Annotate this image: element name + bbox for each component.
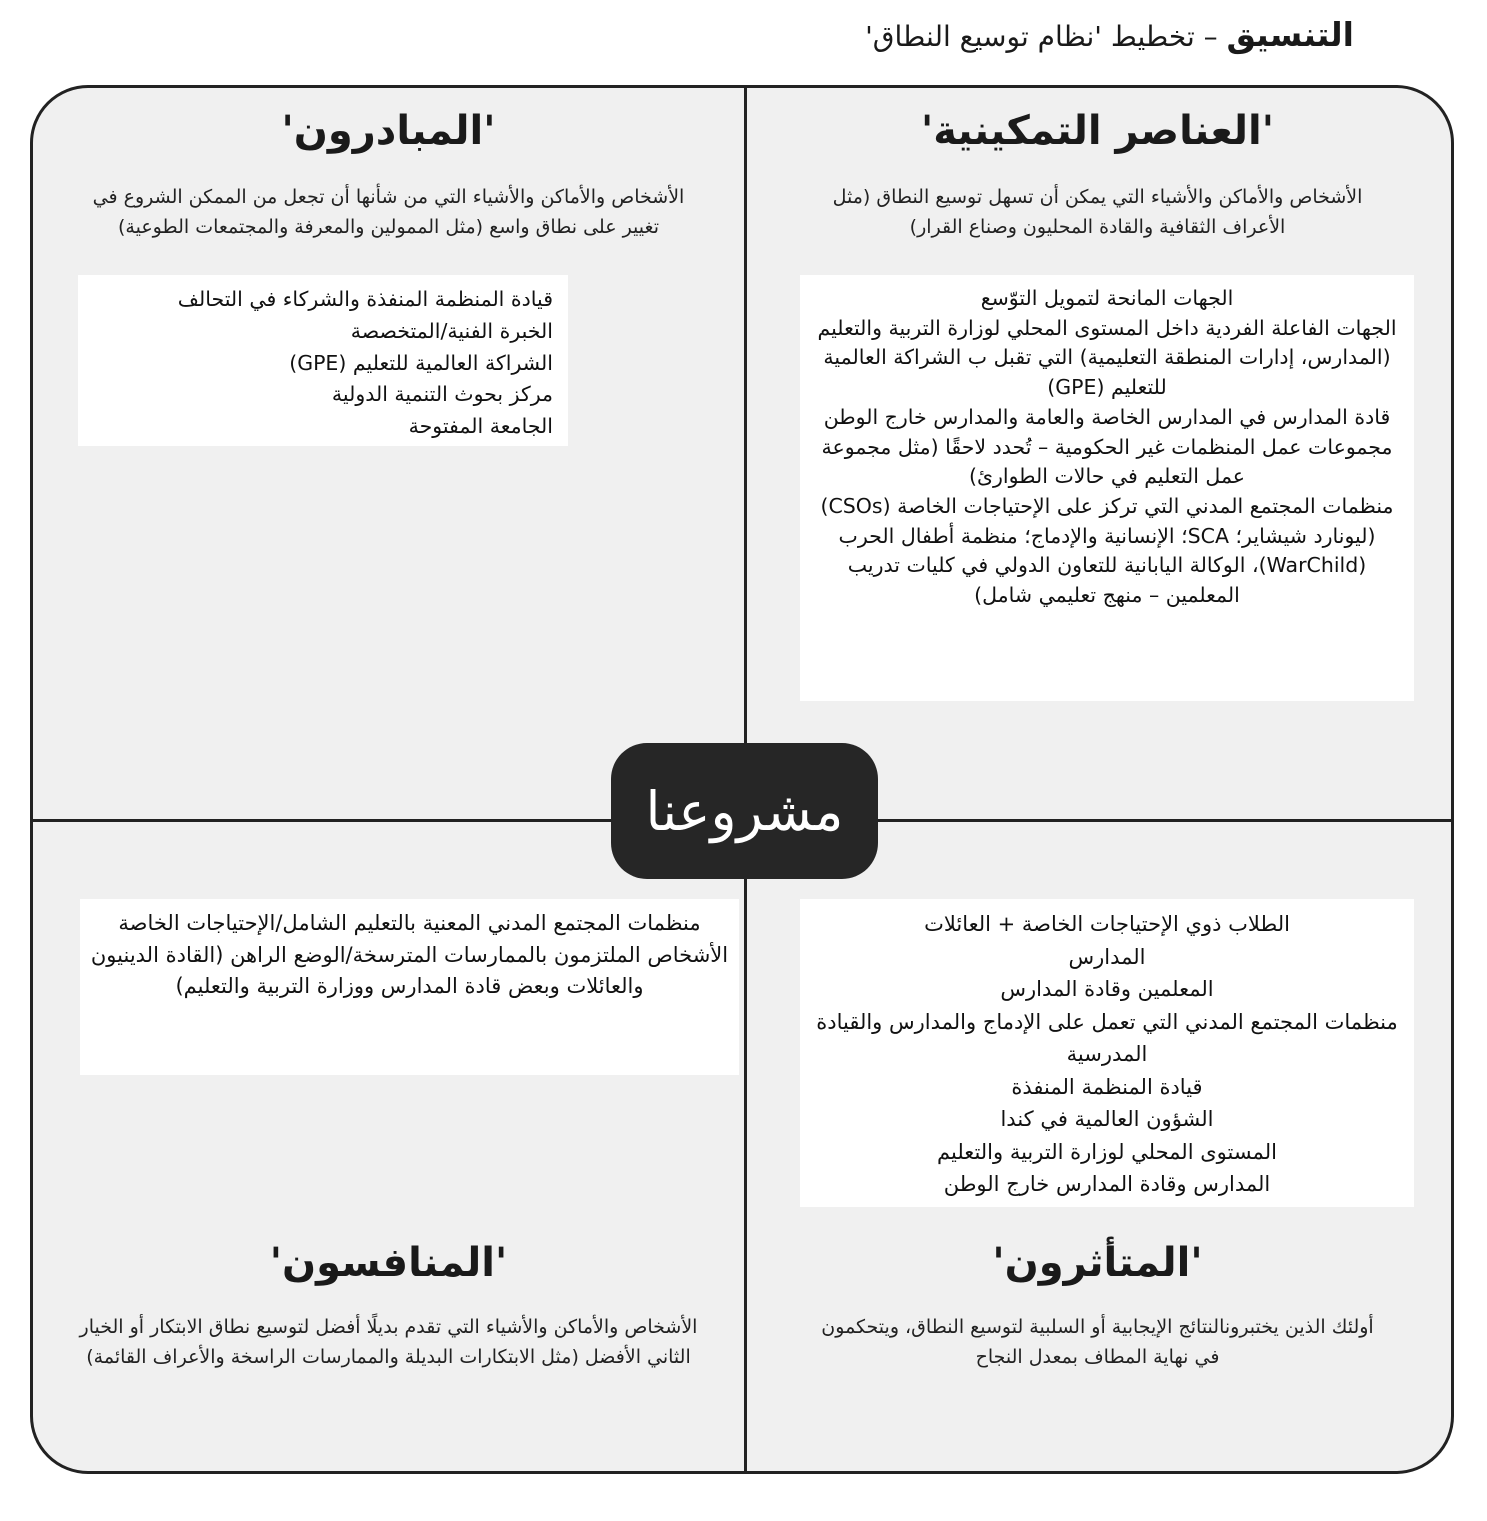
stakeholder-item: الجامعة المفتوحة: [408, 414, 553, 439]
stakeholder-item: الجهات المانحة لتمويل التوّسع: [980, 286, 1234, 310]
stakeholder-item: قيادة المنظمة المنفذة والشركاء في التحالف: [177, 287, 553, 311]
page-title-rest: – تخطيط 'نظام توسيع النطاق': [865, 20, 1227, 53]
stakeholder-item: الطلاب ذوي الإحتياجات الخاصة + العائلات: [924, 912, 1290, 936]
quadrant-board: [30, 85, 1454, 1474]
quadrant-enablers-subtitle: الأشخاص والأماكن والأشياء التي يمكن أن تسهل توسيع النطاق (مثل الأعراف الثقافية والقادة المحليون وصناع القرار): [832, 186, 1363, 239]
stakeholder-item: قيادة المنظمة المنفذة: [1011, 1074, 1203, 1099]
quadrant-initiators-header: 'المبادرون': [281, 108, 496, 154]
stakeholder-item: مركز بحوث التنمية الدولية: [331, 382, 553, 407]
stakeholder-item: منظمات المجتمع المدني التي تعمل على الإدماج والمدارس والقيادة المدرسية: [816, 1009, 1398, 1067]
quadrant-initiators: [33, 88, 744, 819]
quadrant-initiators-subtitle: الأشخاص والأماكن والأشياء التي من شأنها أن تجعل من الممكن الشروع في تغيير على نطاق واسع (مثل الممولين والمعرفة والمجتمعات الطوعية): [92, 186, 685, 239]
competitors-note-box: [80, 899, 739, 1075]
quadrant-enablers-header: 'العناصر التمكينية': [921, 108, 1274, 154]
stakeholder-item: الجهات الفاعلة الفردية داخل المستوى المحلي لوزارة التربية والتعليم (المدارس، إدارات المنطقة التعليمية) التي تقبل ب الشراكة العالمية للتعليم (GPE): [817, 315, 1397, 400]
stakeholder-item: المستوى المحلي لوزارة التربية والتعليم: [937, 1139, 1277, 1164]
stakeholder-item: منظمات المجتمع المدني المعنية بالتعليم الشامل/الإحتياجات الخاصة: [118, 911, 701, 935]
stakeholder-item: الخبرة الفنية/المتخصصة: [350, 318, 553, 343]
stakeholder-item: منظمات المجتمع المدني التي تركز على الإحتياجات الخاصة (CSOs) (ليونارد شيشاير؛ SCA؛ الإنسانية والإدماج؛ منظمة أطفال الحرب (WarChild)، الوكالة اليابانية للتعاون الدولي في كليات تدريب المعلمين – منهج تعليمي شامل): [820, 494, 1394, 608]
stakeholder-item: الشراكة العالمية للتعليم (GPE): [289, 350, 553, 375]
quadrant-impacted-header: 'المتأثرون': [992, 1240, 1203, 1286]
stakeholder-item: المعلمين وقادة المدارس: [1000, 977, 1214, 1002]
initiators-note-box: [78, 275, 568, 446]
stakeholder-item: قادة المدارس في المدارس الخاصة والعامة والمدارس خارج الوطن: [823, 404, 1391, 429]
page-title: [865, 12, 1354, 58]
stakeholder-item: مجموعات عمل المنظمات غير الحكومية – تُحدد لاحقًا (مثل مجموعة عمل التعليم في حالات الطوارئ): [821, 434, 1393, 489]
our-project-chip: [611, 743, 878, 879]
quadrant-impacted: [744, 822, 1451, 1471]
quadrant-impacted-subtitle: أولئك الذين يختبرونالنتائج الإيجابية أو السلبية لتوسيع النطاق، ويتحكمون في نهاية المطاف بمعدل النجاح: [821, 1316, 1374, 1369]
quadrant-enablers: [744, 88, 1451, 819]
quadrant-competitors-header: 'المنافسون': [269, 1240, 508, 1286]
stakeholder-item: الشؤون العالمية في كندا: [1000, 1107, 1214, 1132]
quadrant-competitors: [33, 822, 744, 1471]
quadrant-competitors-subtitle: الأشخاص والأماكن والأشياء التي تقدم بديلًا أفضل لتوسيع نطاق الابتكار أو الخيار الثاني الأفضل (مثل الابتكارات البديلة والممارسات الراسخة والأعراف القائمة): [79, 1316, 698, 1369]
impacted-note-box: [800, 899, 1414, 1207]
page-title-lead: التنسيق: [1226, 15, 1354, 54]
enablers-note-box: [800, 275, 1414, 701]
stakeholder-item: المدارس: [1068, 944, 1146, 969]
stakeholder-item: الأشخاص الملتزمون بالممارسات المترسخة/الوضع الراهن (القادة الدينيون والعائلات وبعض قادة المدارس ووزارة التربية والتعليم): [90, 942, 729, 998]
our-project-label: مشروعنا: [645, 779, 844, 843]
stakeholder-item: المدارس وقادة المدارس خارج الوطن: [943, 1172, 1271, 1197]
